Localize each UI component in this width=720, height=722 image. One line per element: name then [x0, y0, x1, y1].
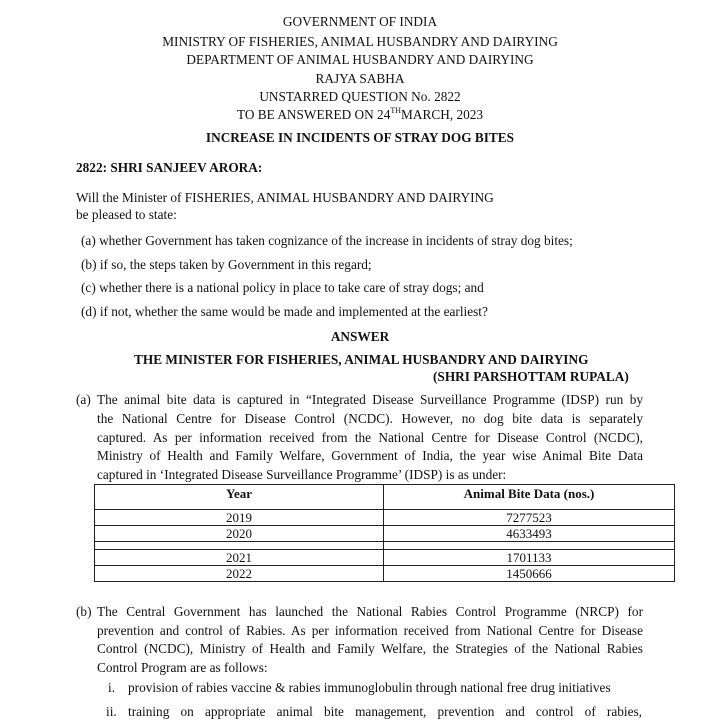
- strategy-text: training on appropriate animal bite management, prevention and control of rabies,: [128, 704, 642, 719]
- answer-b-line: Control Program are as follows:: [97, 660, 268, 675]
- table-header-row: [95, 485, 675, 510]
- answer-b-marker: (b): [76, 604, 92, 619]
- strategy-text: provision of rabies vaccine & rabies immunoglobulin through national free drug initiatives: [128, 680, 611, 695]
- answer-b-line: The Central Government has launched the National Rabies Control Programme (NRCP) for: [97, 604, 643, 619]
- table-cell-year: 2019: [95, 510, 384, 526]
- answer-minister: THE MINISTER FOR FISHERIES, ANIMAL HUSBANDRY AND DAIRYING: [134, 352, 589, 367]
- answer-a-marker: (a): [76, 392, 91, 407]
- table-header-year: Year: [95, 485, 384, 510]
- table-header-bites: Animal Bite Data (nos.): [384, 485, 675, 510]
- subject-title: INCREASE IN INCIDENTS OF STRAY DOG BITES: [205, 130, 515, 145]
- answer-a-line: captured. As per information received from the National Centre for Disease Control (NCDC),: [97, 430, 643, 445]
- question-part-c: (c) whether there is a national policy in place to take care of stray dogs; and: [81, 280, 484, 295]
- table-cell-bites: 1450666: [384, 566, 675, 582]
- table-cell-year: 2020: [95, 526, 384, 542]
- header-question-number: UNSTARRED QUESTION No. 2822: [259, 89, 461, 104]
- table-row: [95, 566, 675, 582]
- header-government: GOVERNMENT OF INDIA: [282, 14, 438, 29]
- animal-bite-table: [94, 484, 675, 582]
- table-row: [95, 550, 675, 566]
- answer-b-line: Control (NCDC), Ministry of Health and Family Welfare, the Strategies of the National Rabies: [97, 641, 643, 656]
- table-cell-year: 2021: [95, 550, 384, 566]
- question-intro-cont: be pleased to state:: [76, 207, 177, 222]
- table-cell-bites: 4633493: [384, 526, 675, 542]
- question-part-a: (a) whether Government has taken cognizance of the increase in incidents of stray dog bites;: [81, 233, 573, 248]
- answer-a-line: captured in ‘Integrated Disease Surveillance Programme’ (IDSP) is as under:: [97, 467, 507, 482]
- header-house: RAJYA SABHA: [315, 71, 405, 86]
- question-asker: 2822: SHRI SANJEEV ARORA:: [76, 160, 263, 175]
- question-part-b: (b) if so, the steps taken by Government in this regard;: [81, 257, 372, 272]
- table-cell-year: 2022: [95, 566, 384, 582]
- strategy-marker: i.: [108, 680, 116, 695]
- header-ministry: MINISTRY OF FISHERIES, ANIMAL HUSBANDRY AND DAIRYING: [162, 34, 558, 49]
- header-answer-date: TO BE ANSWERED ON 24THMARCH, 2023: [236, 106, 484, 122]
- header-department: DEPARTMENT OF ANIMAL HUSBANDRY AND DAIRYING: [186, 52, 534, 67]
- answer-a-line: The animal bite data is captured in “Integrated Disease Surveillance Programme (IDSP) run by: [97, 392, 643, 407]
- table-spacer-row: [95, 542, 675, 550]
- table-row: [95, 526, 675, 542]
- strategy-marker: ii.: [106, 704, 117, 719]
- table-row: [95, 510, 675, 526]
- question-part-d: (d) if not, whether the same would be made and implemented at the earliest?: [81, 304, 488, 319]
- answer-minister-name: (SHRI PARSHOTTAM RUPALA): [433, 369, 629, 384]
- question-intro: Will the Minister of FISHERIES, ANIMAL HUSBANDRY AND DAIRYING: [76, 190, 494, 205]
- answer-a-line: Ministry of Health and Family Welfare, Government of India, the year wise Animal Bite Data: [97, 448, 643, 463]
- answer-b-line: prevention and control of Rabies. As per information received from National Centre for Disease: [97, 623, 643, 638]
- answer-a-line: the National Centre for Disease Control (NCDC). However, no dog bite data is separately: [97, 411, 643, 426]
- table-cell-bites: 7277523: [384, 510, 675, 526]
- table-cell-bites: 1701133: [384, 550, 675, 566]
- answer-heading: ANSWER: [330, 329, 390, 344]
